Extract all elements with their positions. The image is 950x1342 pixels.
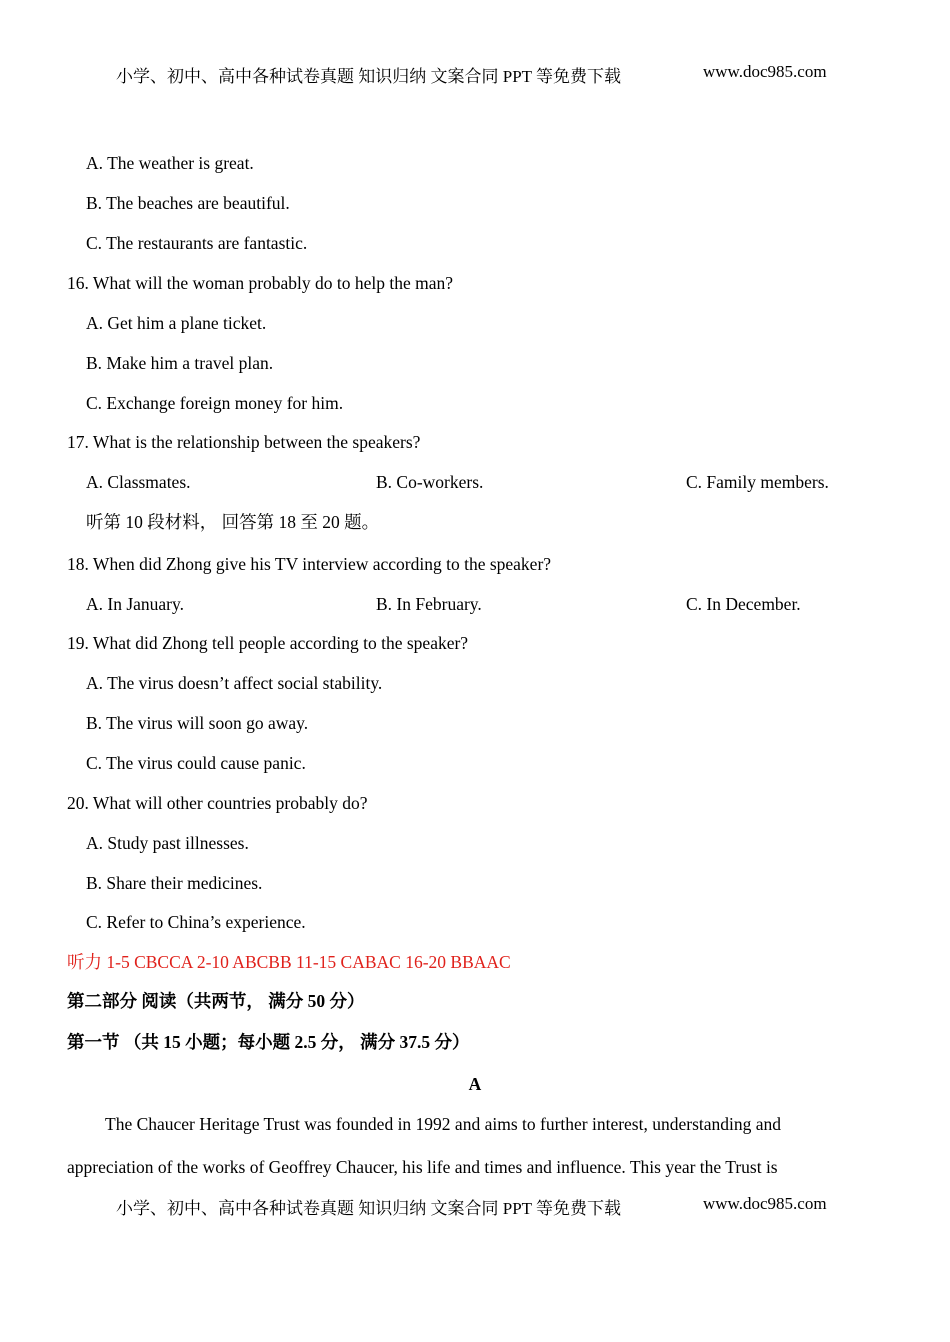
q19-question: 19. What did Zhong tell people according to the speaker? — [67, 633, 469, 653]
footer-text: 小学、初中、高中各种试卷真题 知识归纳 文案合同 PPT 等免费下载 — [116, 1199, 621, 1218]
header-link[interactable]: www.doc985.com — [703, 62, 827, 81]
q16-question: 16. What will the woman probably do to help the man? — [67, 273, 454, 293]
listening-instruction: 听第 10 段材料， 回答第 18 至 20 题。 — [86, 512, 380, 532]
q18-option-b: B. In February. — [376, 594, 482, 614]
part2-title: 第二部分 阅读（共两节， 满分 50 分） — [67, 991, 365, 1011]
q18-question: 18. When did Zhong give his TV interview according to the speaker? — [67, 554, 552, 574]
q17-question: 17. What is the relationship between the speakers? — [67, 432, 421, 452]
q15-option-a: A. The weather is great. — [86, 153, 254, 173]
q18-option-c: C. In December. — [686, 594, 801, 614]
passage-label: A — [468, 1074, 482, 1094]
q16-option-a: A. Get him a plane ticket. — [86, 313, 267, 333]
q20-option-b: B. Share their medicines. — [86, 873, 263, 893]
header-text: 小学、初中、高中各种试卷真题 知识归纳 文案合同 PPT 等免费下载 — [116, 67, 621, 86]
passage-line-2: appreciation of the works of Geoffrey Chaucer, his life and times and influence. This year the Trust is — [67, 1157, 778, 1177]
footer-link[interactable]: www.doc985.com — [703, 1194, 827, 1213]
answer-key: 听力 1-5 CBCCA 2-10 ABCBB 11-15 CABAC 16-20 BBAAC — [67, 952, 511, 972]
q16-option-c: C. Exchange foreign money for him. — [86, 393, 344, 413]
q17-option-a: A. Classmates. — [86, 472, 191, 492]
q20-option-a: A. Study past illnesses. — [86, 833, 249, 853]
q20-question: 20. What will other countries probably do? — [67, 793, 368, 813]
q19-option-b: B. The virus will soon go away. — [86, 713, 309, 733]
q15-option-c: C. The restaurants are fantastic. — [86, 233, 308, 253]
q20-option-c: C. Refer to China’s experience. — [86, 912, 306, 932]
q16-option-b: B. Make him a travel plan. — [86, 353, 274, 373]
q18-option-a: A. In January. — [86, 594, 185, 614]
q15-option-b: B. The beaches are beautiful. — [86, 193, 290, 213]
q19-option-a: A. The virus doesn’t affect social stability. — [86, 673, 383, 693]
passage-line-1: The Chaucer Heritage Trust was founded in 1992 and aims to further interest, understanding and — [105, 1114, 782, 1134]
q19-option-c: C. The virus could cause panic. — [86, 753, 306, 773]
section1-title: 第一节 （共 15 小题；每小题 2.5 分， 满分 37.5 分） — [67, 1032, 470, 1052]
q17-option-c: C. Family members. — [686, 472, 829, 492]
q17-option-b: B. Co-workers. — [376, 472, 484, 492]
